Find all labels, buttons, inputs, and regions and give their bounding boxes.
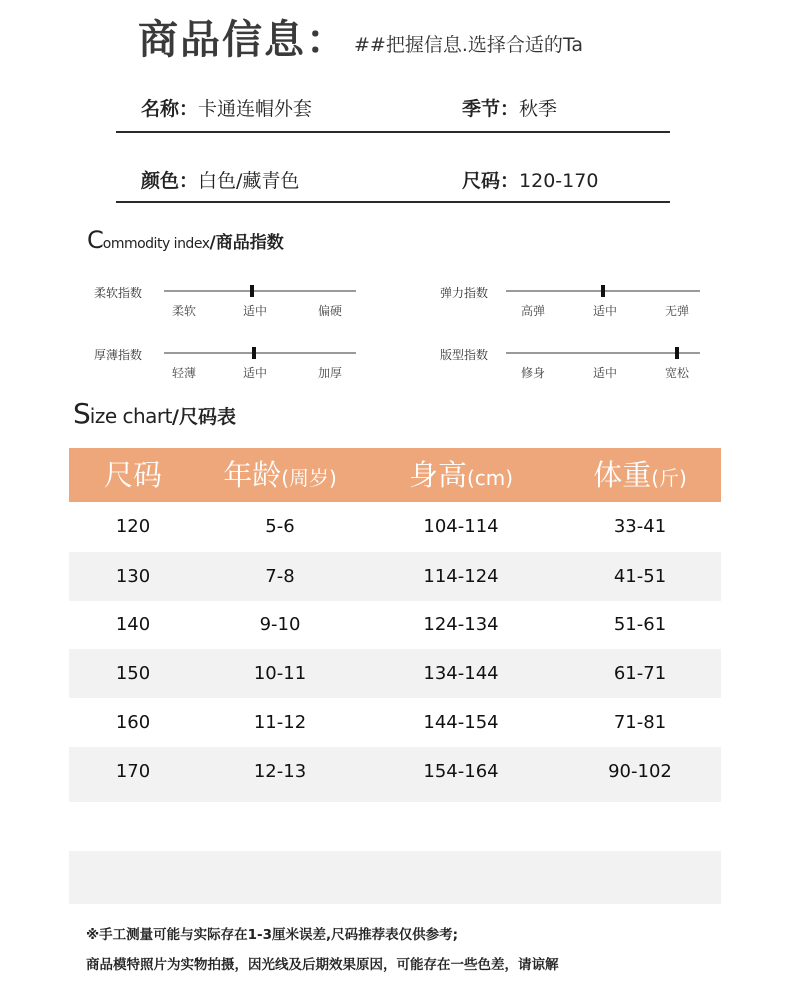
index-option: 无弹 — [664, 304, 689, 318]
season-value: 秋季 — [519, 98, 558, 120]
index-label-softness: 柔软指数 — [94, 286, 143, 300]
col-header-unit: (斤) — [651, 466, 687, 490]
cell-age: 11-12 — [253, 712, 307, 733]
info-size — [462, 166, 598, 193]
table-row — [69, 649, 721, 698]
cell-age: 9-10 — [259, 614, 301, 635]
cell-age: 10-11 — [253, 663, 307, 684]
cell-size: 170 — [115, 761, 151, 782]
page-title: 商品信息： — [138, 16, 348, 63]
cell-age: 7-8 — [265, 566, 295, 587]
note-line-1: ※手工测量可能与实际存在1-3厘米误差,尺码推荐表仅供参考; — [86, 927, 459, 943]
info-season — [462, 94, 557, 121]
index-label-thickness: 厚薄指数 — [94, 348, 143, 362]
divider-1 — [116, 131, 670, 133]
index-option: 修身 — [520, 366, 545, 380]
table-row — [69, 502, 721, 551]
cell-height: 104-114 — [423, 516, 499, 537]
size-label: 尺码： — [462, 170, 520, 192]
cell-height: 124-134 — [423, 614, 499, 635]
season-label: 季节： — [462, 98, 520, 120]
heading-initial: S — [73, 397, 90, 430]
cell-weight: 33-41 — [613, 516, 667, 537]
index-marker-fit — [675, 347, 679, 359]
index-option: 适中 — [592, 366, 617, 380]
index-label-fit: 版型指数 — [440, 348, 489, 362]
heading-en: ize chart — [89, 404, 172, 428]
col-header-main: 身高 — [408, 458, 467, 492]
table-row — [69, 552, 721, 601]
index-option: 高弹 — [520, 304, 545, 318]
col-header-weight — [559, 448, 721, 502]
cell-size: 120 — [115, 516, 151, 537]
index-option: 适中 — [242, 366, 267, 380]
index-label-elasticity: 弹力指数 — [440, 286, 489, 300]
size-table-header — [69, 448, 721, 502]
index-marker-thickness — [252, 347, 256, 359]
cell-size: 140 — [115, 614, 151, 635]
index-option: 偏硬 — [317, 304, 342, 318]
cell-weight: 90-102 — [608, 761, 672, 782]
cell-height: 134-144 — [423, 663, 499, 684]
col-header-age — [197, 448, 363, 502]
blank-band — [69, 851, 721, 904]
name-label: 名称： — [141, 98, 199, 120]
cell-size: 160 — [115, 712, 151, 733]
heading-initial: C — [87, 226, 103, 254]
heading-cn: /商品指数 — [209, 233, 284, 253]
heading-en: ommodity index — [102, 236, 210, 252]
table-row — [69, 600, 721, 649]
col-header-main: 体重 — [593, 458, 652, 492]
table-row — [69, 747, 721, 802]
table-row — [69, 698, 721, 747]
cell-size: 150 — [115, 663, 151, 684]
col-header-size — [69, 448, 197, 502]
info-color — [141, 166, 299, 193]
index-track-softness — [164, 290, 356, 292]
page-subtitle: ##把握信息.选择合适的Ta — [354, 34, 583, 56]
divider-2 — [116, 201, 670, 203]
name-value: 卡通连帽外套 — [198, 98, 313, 120]
heading-cn: /尺码表 — [172, 406, 236, 428]
cell-size: 130 — [115, 566, 151, 587]
index-marker-elasticity — [601, 285, 605, 297]
col-header-height — [363, 448, 559, 502]
note-line-2: 商品模特照片为实物拍摄，因光线及后期效果原因，可能存在一些色差，请谅解 — [86, 957, 559, 973]
cell-height: 144-154 — [423, 712, 499, 733]
size-chart-heading — [73, 397, 236, 430]
cell-height: 154-164 — [423, 761, 499, 782]
index-option: 轻薄 — [171, 366, 196, 380]
index-option: 柔软 — [171, 304, 196, 318]
cell-height: 114-124 — [423, 566, 499, 587]
size-value: 120-170 — [519, 170, 599, 192]
index-option: 适中 — [592, 304, 617, 318]
index-option: 加厚 — [317, 366, 342, 380]
index-track-thickness — [164, 352, 356, 354]
col-header-main: 年龄 — [223, 458, 282, 492]
index-marker-softness — [250, 285, 254, 297]
col-header-unit: (周岁) — [281, 466, 337, 490]
col-header-main: 尺码 — [103, 458, 162, 492]
cell-weight: 51-61 — [613, 614, 667, 635]
index-option: 适中 — [242, 304, 267, 318]
index-option: 宽松 — [664, 366, 689, 380]
cell-age: 5-6 — [265, 516, 295, 537]
commodity-index-heading — [87, 226, 284, 254]
cell-weight: 61-71 — [613, 663, 667, 684]
col-header-unit: (cm) — [466, 466, 514, 490]
cell-age: 12-13 — [253, 761, 307, 782]
cell-weight: 41-51 — [613, 566, 667, 587]
cell-weight: 71-81 — [613, 712, 667, 733]
color-value: 白色/藏青色 — [198, 170, 300, 192]
color-label: 颜色： — [141, 170, 199, 192]
index-track-fit — [506, 352, 700, 354]
info-name — [141, 94, 312, 121]
